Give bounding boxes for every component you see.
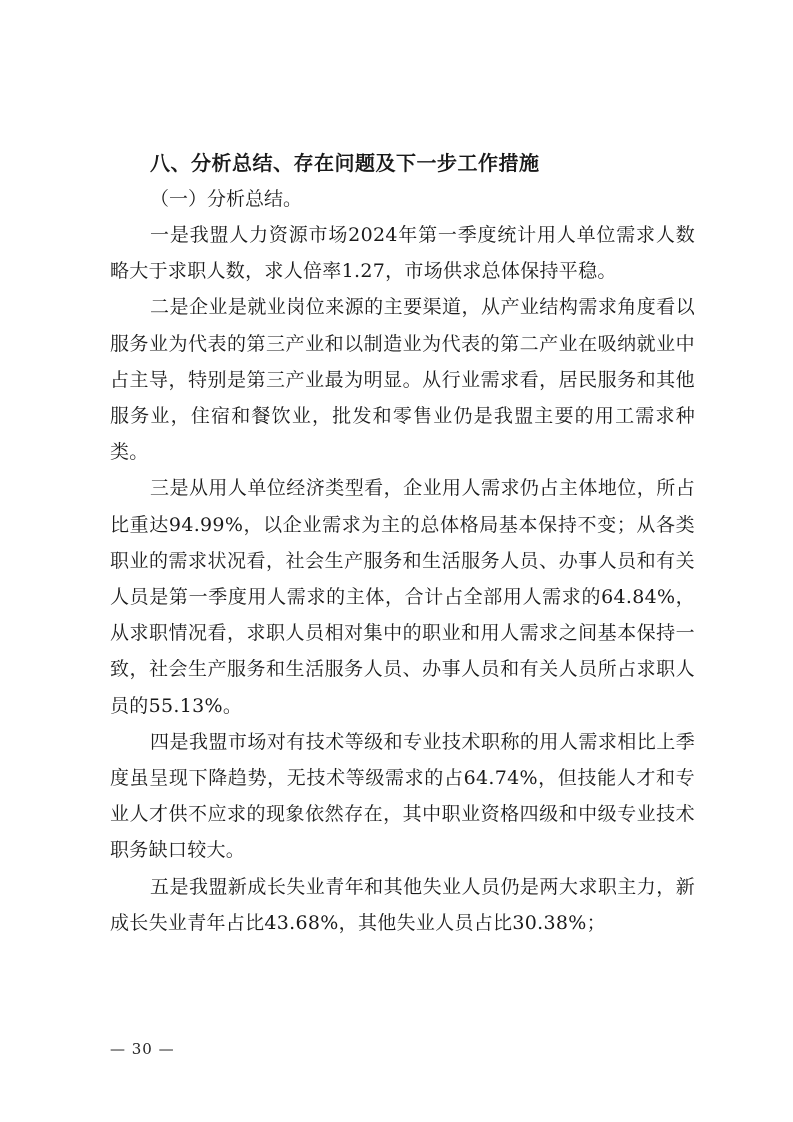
subsection-heading: （一）分析总结。 [150, 188, 303, 210]
paragraph-2: 二是企业是就业岗位来源的主要渠道，从产业结构需求角度看以服务业为代表的第三产业和以制造业为代表的第二产业在吸纳就业中占主导，特别是第三产业最为明显。从行业需求看，居民服务和其他服务业，住宿和餐饮业，批发和零售业仍是我盟主要的用工需求种类。 [110, 296, 695, 464]
document-body [110, 145, 695, 941]
page-number: — 30 — [110, 1040, 175, 1058]
paragraph-5: 五是我盟新成长失业青年和其他失业人员仍是两大求职主力，新成长失业青年占比43.68%，其他失业人员占比30.38%； [110, 875, 695, 934]
paragraph-3: 三是从用人单位经济类型看，企业用人需求仍占主体地位，所占比重达94.99%，以企业需求为主的总体格局基本保持不变；从各类职业的需求状况看，社会生产服务和生活服务人员、办事人员和有关人员是第一季度用人需求的主体，合计占全部用人需求的64.84%，从求职情况看，求职人员相对集中的职业和用人需求之间基本保持一致，社会生产服务和生活服务人员、办事人员和有关人员所占求职人员的55.13%。 [110, 477, 695, 717]
section-heading: 八、分析总结、存在问题及下一步工作措施 [150, 151, 540, 175]
paragraph-1: 一是我盟人力资源市场2024年第一季度统计用人单位需求人数略大于求职人数，求人倍率1.27，市场供求总体保持平稳。 [110, 224, 695, 283]
paragraph-4: 四是我盟市场对有技术等级和专业技术职称的用人需求相比上季度虽呈现下降趋势，无技术等级需求的占64.74%，但技能人才和专业人才供不应求的现象依然存在，其中职业资格四级和中级专业技术职务缺口较大。 [110, 730, 695, 862]
